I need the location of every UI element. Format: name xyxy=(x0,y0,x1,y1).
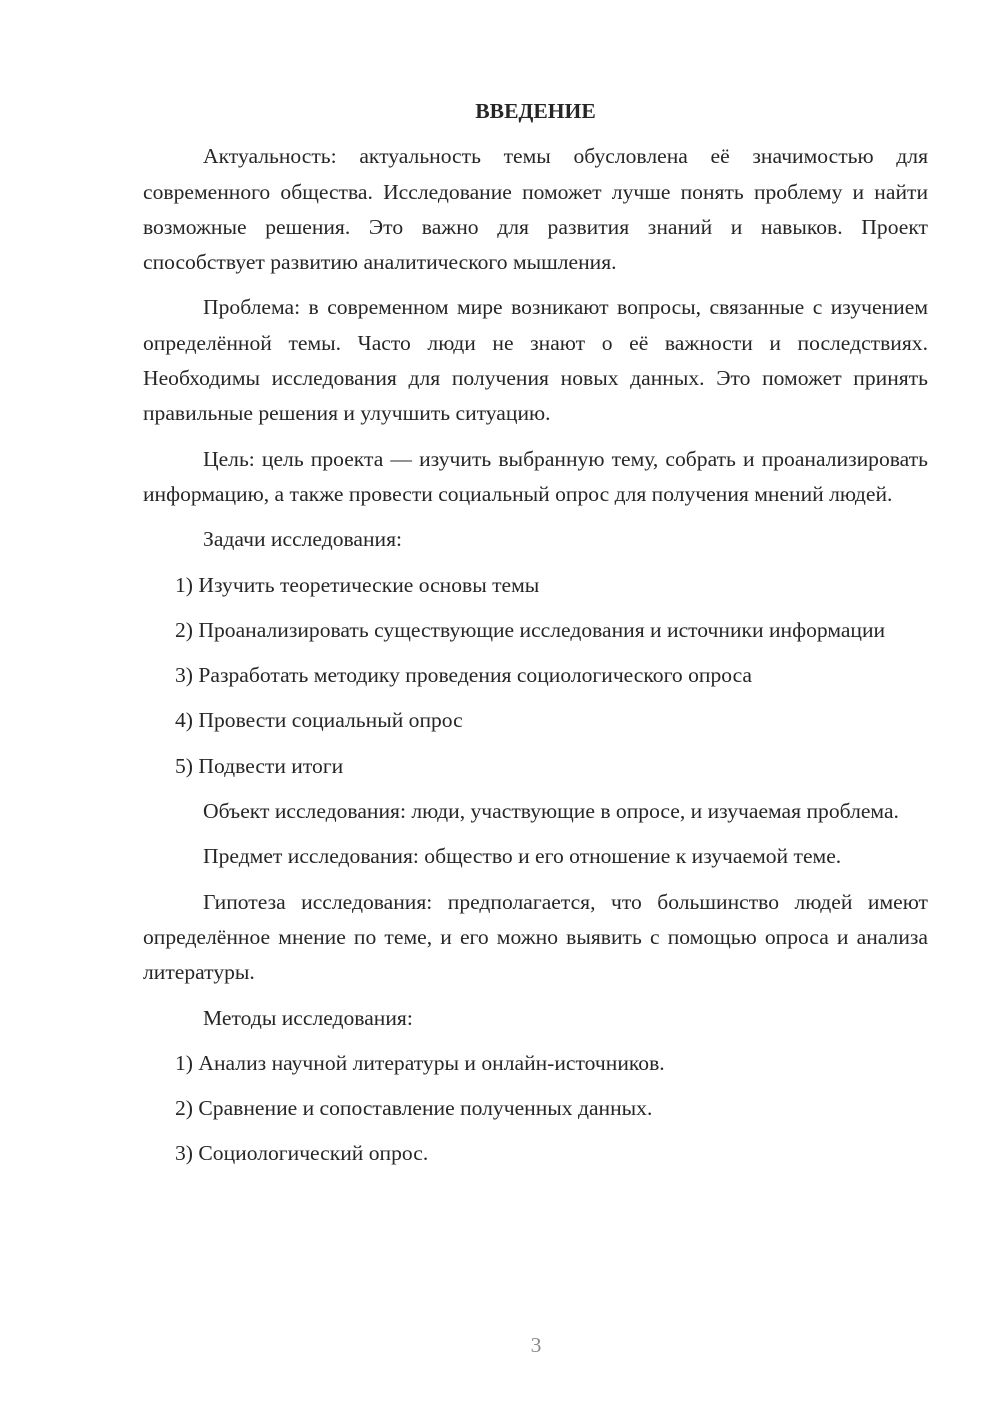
paragraph-object: Объект исследования: люди, участвующие в опросе, и изучаемая проблема. xyxy=(203,799,899,824)
method-item-1: 1) Анализ научной литературы и онлайн-источников. xyxy=(175,1050,665,1075)
paragraph-tasks-intro: Задачи исследования: xyxy=(203,527,403,552)
task-item-4: 4) Провести социальный опрос xyxy=(175,708,463,733)
section-heading: ВВЕДЕНИЕ xyxy=(475,99,596,123)
task-item-1: 1) Изучить теоретические основы темы xyxy=(175,572,540,597)
method-item-3: 3) Социологический опрос. xyxy=(175,1141,429,1166)
method-item-2: 2) Сравнение и сопоставление полученных данных. xyxy=(175,1096,653,1121)
task-item-3: 3) Разработать методику проведения социологического опроса xyxy=(175,663,753,688)
paragraph-problem: Проблема: в современном мире возникают вопросы, связанные с изучением определённой темы. Часто люди не знают о её важности и последствиях. Необходимы исследования для получения новых данных. Это поможет принять правильные решения и улучшить ситуацию. xyxy=(143,295,928,426)
task-item-5: 5) Подвести итоги xyxy=(175,753,344,778)
document-body xyxy=(143,94,928,1182)
paragraph-relevance: Актуальность: актуальность темы обусловлена её значимостью для современного общества. Исследование поможет лучше понять проблему и найти возможные решения. Это важно для развития знаний и навыков. Проект способствует развитию аналитического мышления. xyxy=(143,144,928,275)
task-item-2: 2) Проанализировать существующие исследования и источники информации xyxy=(175,617,886,642)
paragraph-hypothesis: Гипотеза исследования: предполагается, что большинство людей имеют определённое мнение по теме, и его можно выявить с помощью опроса и анализа литературы. xyxy=(143,889,928,985)
paragraph-goal: Цель: цель проекта — изучить выбранную тему, собрать и проанализировать информацию, а также провести социальный опрос для получения мнений людей. xyxy=(143,446,928,506)
page-number: 3 xyxy=(530,1333,542,1357)
paragraph-methods-intro: Методы исследования: xyxy=(203,1005,413,1030)
paragraph-subject: Предмет исследования: общество и его отношение к изучаемой теме. xyxy=(203,844,842,869)
